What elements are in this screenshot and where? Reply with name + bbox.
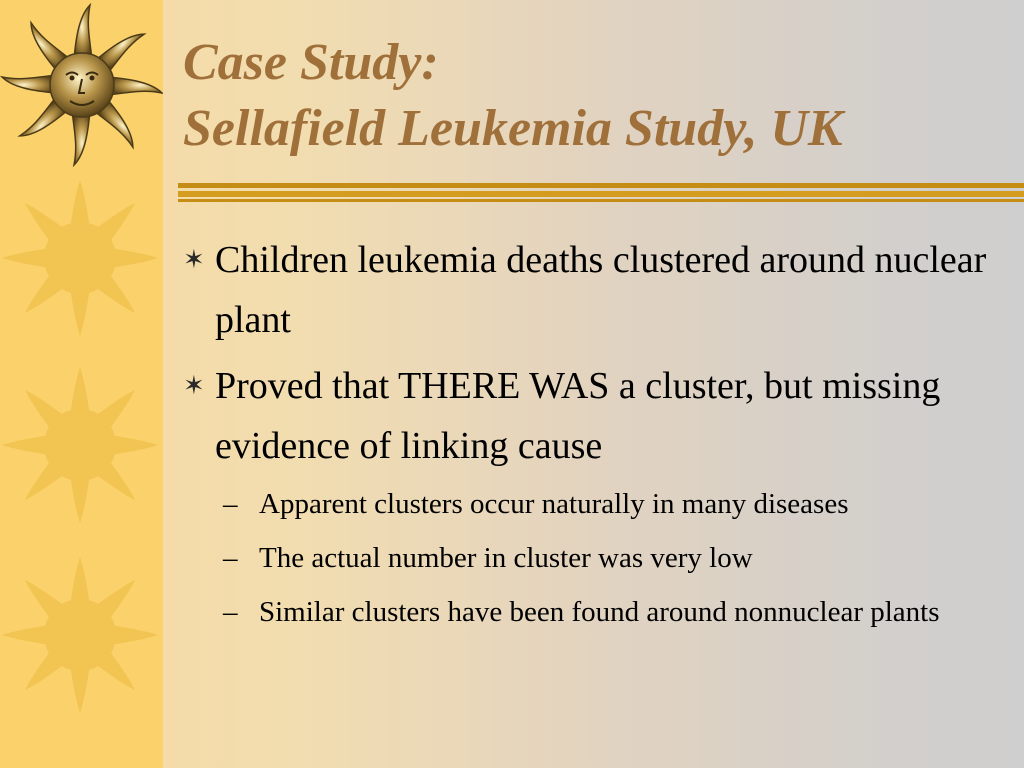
bullet-text: Proved that THERE WAS a cluster, but missing evidence of linking cause [215,365,941,467]
bullet-text: Children leukemia deaths clustered around nuclear plant [215,239,987,341]
sun-icon [2,180,158,336]
decorative-sidebar [0,0,163,768]
star-bullet-icon: ✶ [183,245,205,274]
metallic-sun-icon [2,5,162,165]
dash-marker: – [223,596,238,628]
sub-bullet-item [223,482,1013,527]
slide-body [183,230,1013,644]
title-line-1: Case Study: [183,34,439,91]
dash-marker: – [223,542,238,574]
sun-icon [2,367,158,523]
star-bullet-icon: ✶ [183,371,205,400]
sun-icon [2,557,158,713]
bullet-item [183,356,1013,476]
sub-bullet-text: The actual number in cluster was very low [259,542,753,574]
sub-bullet-item [223,590,1013,635]
slide-title [183,30,1013,162]
title-line-2: Sellafield Leukemia Study, UK [183,100,843,157]
sun-decorations [0,0,163,768]
bullet-item [183,230,1013,350]
title-divider [178,180,1024,206]
sub-bullet-item [223,536,1013,581]
dash-marker: – [223,488,238,520]
sub-bullet-text: Apparent clusters occur naturally in many diseases [259,488,849,520]
sub-bullet-text: Similar clusters have been found around nonnuclear plants [259,596,940,628]
